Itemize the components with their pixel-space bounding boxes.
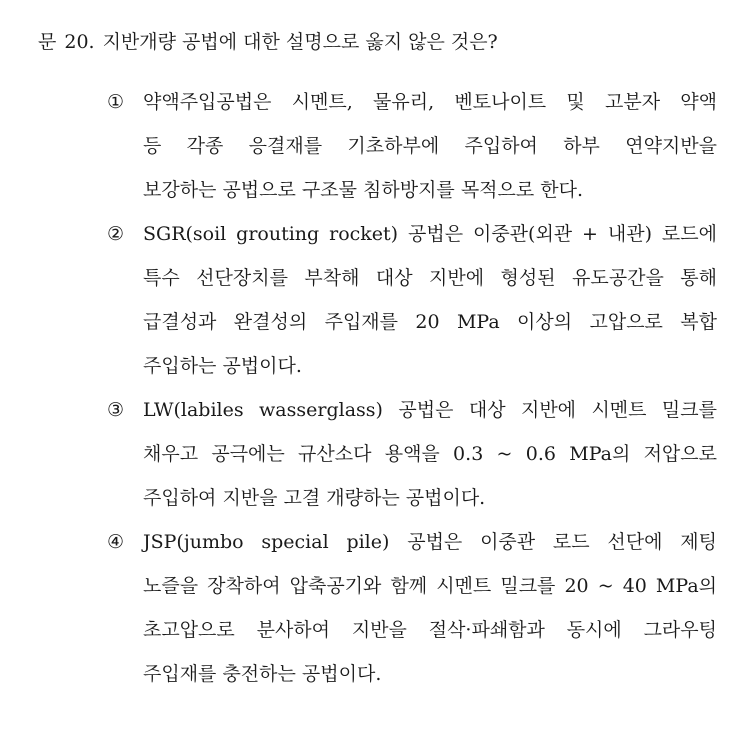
choice-line: 주입재를 충전하는 공법이다. — [143, 663, 382, 685]
choice-marker: ① — [107, 91, 125, 113]
choice-line: LW(labiles wasserglass) 공법은 대상 지반에 시멘트 밀크를 — [143, 399, 717, 421]
question-header — [38, 20, 498, 64]
choice-line: 급결성과 완결성의 주입재를 20 MPa 이상의 고압으로 복합 — [143, 311, 717, 333]
choice-line: 약액주입공법은 시멘트, 물유리, 벤토나이트 및 고분자 약액 — [143, 91, 717, 113]
choice-marker: ③ — [107, 399, 125, 421]
choice-line: 초고압으로 분사하여 지반을 절삭·파쇄함과 동시에 그라우팅 — [143, 619, 717, 641]
choice-line: SGR(soil grouting rocket) 공법은 이중관(외관 + 내관) 로드에 — [143, 223, 717, 245]
choice-line: 특수 선단장치를 부착해 대상 지반에 형성된 유도공간을 통해 — [143, 267, 717, 289]
choice-marker: ② — [107, 223, 125, 245]
choice-line: 주입하여 지반을 고결 개량하는 공법이다. — [143, 487, 486, 509]
choice-line: 노즐을 장착하여 압축공기와 함께 시멘트 밀크를 20 ~ 40 MPa의 — [143, 575, 717, 597]
choice-line: 등 각종 응결재를 기초하부에 주입하여 하부 연약지반을 — [143, 135, 717, 157]
choice-line: 주입하는 공법이다. — [143, 355, 302, 377]
question-number: 20. — [64, 31, 95, 53]
choice-marker: ④ — [107, 531, 125, 553]
choice-line: JSP(jumbo special pile) 공법은 이중관 로드 선단에 제팅 — [143, 531, 717, 553]
question-prefix: 문 — [38, 31, 57, 53]
choice-line: 채우고 공극에는 규산소다 용액을 0.3 ~ 0.6 MPa의 저압으로 — [143, 443, 717, 465]
choice-line: 보강하는 공법으로 구조물 침하방지를 목적으로 한다. — [143, 179, 584, 201]
question-text: 지반개량 공법에 대한 설명으로 옳지 않은 것은? — [102, 31, 498, 53]
